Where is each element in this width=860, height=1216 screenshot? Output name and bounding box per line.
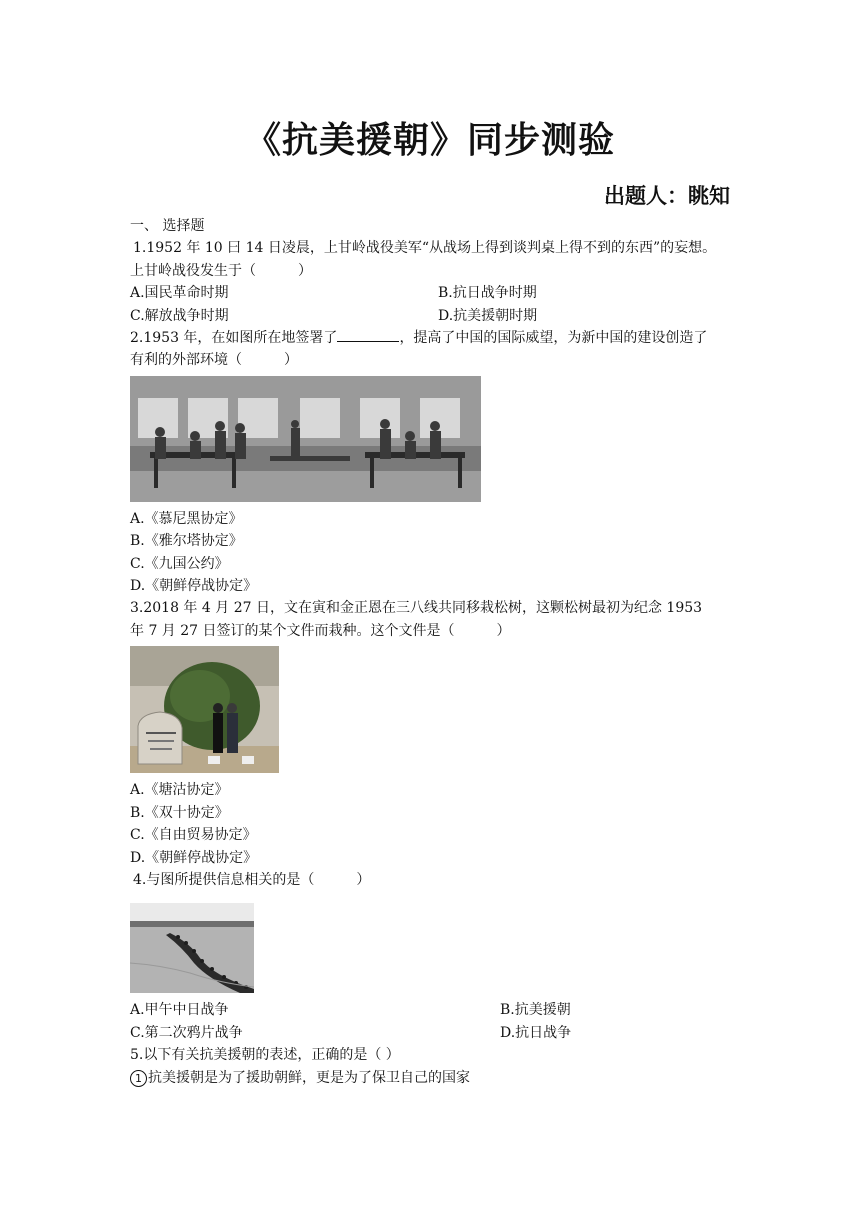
option-c: C.解放战争时期 [130, 307, 229, 324]
question-5-text: 5.以下有关抗美援朝的表述，正确的是（ ） [130, 1047, 400, 1064]
question-3-text-line2: 年 7 月 27 日签订的某个文件而栽种。这个文件是（ ） [130, 622, 511, 639]
armistice-signing-photo [130, 376, 481, 502]
question-1-options-row-2 [130, 305, 736, 327]
option-a: A.国民革命时期 [130, 285, 229, 302]
circled-number: 1 [130, 1070, 147, 1087]
option-d: D.抗美援朝时期 [438, 307, 538, 324]
question-2-option-b: B.《雅尔塔协定》 [130, 533, 243, 550]
question-2-text-line2: 有利的外部环境（ ） [130, 352, 298, 369]
question-2-option-a: A.《慕尼黑协定》 [130, 510, 243, 527]
option-b: B.抗美援朝 [500, 1002, 571, 1019]
question-4-text: 4.与图所提供信息相关的是（ ） [133, 871, 371, 888]
page-title: 《抗美援朝》同步测验 [244, 119, 615, 161]
pine-tree-ceremony-photo [130, 646, 279, 773]
option-d: D.抗日战争 [500, 1024, 572, 1041]
option-b: B.抗日战争时期 [438, 285, 537, 302]
question-2-text: 2.1953 年，在如图所在地签署了 ，提高了中国的国际威望，为新中国的建设创造了 [130, 327, 736, 349]
question-4-options-row-1 [130, 999, 736, 1021]
section-heading: 一、 选择题 [130, 218, 205, 234]
question-2-option-d: D.《朝鲜停战协定》 [130, 578, 258, 595]
answer-blank [337, 327, 399, 342]
question-1-text: 1.1952 年 10 曰 14 日凌晨，上甘岭战役美军“从战场上得到谈判桌上得不到的东西”的妄想。 [133, 240, 717, 257]
option-c: C.第二次鸦片战争 [130, 1024, 243, 1041]
question-4-options-row-2 [130, 1022, 736, 1044]
question-1-options-row-1 [130, 282, 736, 304]
river-crossing-photo [130, 903, 254, 993]
question-3-text: 3.2018 年 4 月 27 日，文在寅和金正恩在三八线共同移栽松树，这颗松树最初为纪念 1953 [130, 600, 703, 617]
question-1-text-line2: 上甘岭战役发生于（ ） [130, 262, 312, 279]
document-body [130, 215, 736, 1089]
author-line: 出题人：眺知 [604, 183, 730, 208]
question-3-option-b: B.《双十协定》 [130, 804, 229, 821]
question-3-option-a: A.《塘沽协定》 [130, 782, 229, 799]
question-3-option-c: C.《自由贸易协定》 [130, 827, 257, 844]
question-5-item-1: 1 抗美援朝是为了援助朝鲜，更是为了保卫自己的国家 [130, 1067, 736, 1089]
question-3-option-d: D.《朝鲜停战协定》 [130, 849, 258, 866]
question-2-option-c: C.《九国公约》 [130, 555, 229, 572]
option-a: A.甲午中日战争 [130, 1002, 229, 1019]
